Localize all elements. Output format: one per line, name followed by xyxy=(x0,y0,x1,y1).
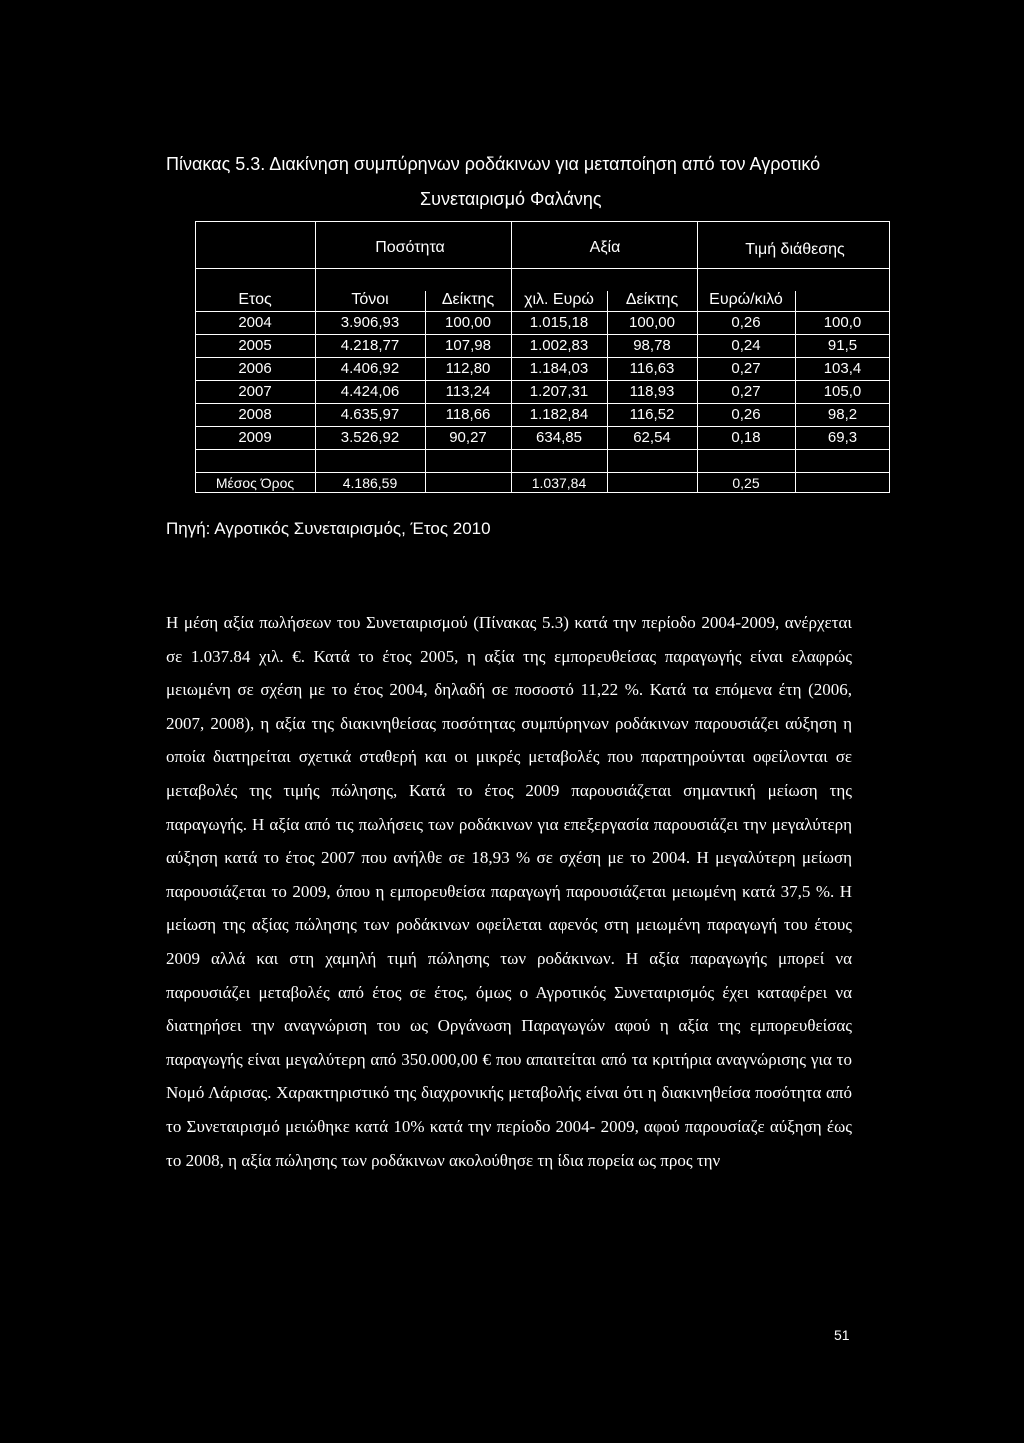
cell-qty-index: 112,80 xyxy=(445,360,491,377)
cell-price: 0,18 xyxy=(731,429,761,446)
body-paragraph-container xyxy=(166,606,852,1177)
header-separator xyxy=(195,268,890,269)
cell-price-index: 91,5 xyxy=(827,337,858,354)
group-header-quantity: Ποσότητα xyxy=(375,239,445,256)
cell-qty-index: 107,98 xyxy=(445,337,491,354)
col-separator xyxy=(315,221,316,493)
cell-price: 0,24 xyxy=(731,337,761,354)
cell-qty-index: 118,66 xyxy=(445,406,491,423)
cell-average-label: Μέσος Όρος xyxy=(215,475,295,491)
cell-price-index: 105,0 xyxy=(823,383,862,400)
col-separator xyxy=(697,221,698,493)
table-top-border xyxy=(195,221,890,222)
cell-average-value: 1.037,84 xyxy=(531,475,587,491)
cell-value-index: 98,78 xyxy=(633,337,671,354)
cell-tons: 3.526,92 xyxy=(340,429,400,446)
cell-qty-index: 100,00 xyxy=(445,314,491,331)
col-header-tons: Τόνοι xyxy=(351,291,389,308)
table-caption-line-2: Συνεταιρισμό Φαλάνης xyxy=(420,189,602,209)
cell-price: 0,27 xyxy=(731,360,761,377)
col-header-price: Ευρώ/κιλό xyxy=(709,291,783,308)
col-header-qty-index: Δείκτης xyxy=(441,291,495,308)
body-paragraph: Η μέση αξία πωλήσεων του Συνεταιρισμού (Πίνακας 5.3) κατά την περίοδο 2004-2009, ανέρχεται σε 1.037.84 χιλ. €. Κατά το έτος 2005, η αξία της εμπορευθείσας παραγωγής είναι ελαφρώς μειωμένη σε σχέση με το έτος 2004, δηλαδή σε ποσοστό 11,22 %. Κατά τα επόμενα έτη (2006, 2007, 2008), η αξία της διακινηθείσας ποσότητας συμπύρηνων ροδάκινων παρουσιάζει αύξηση η οποία διατηρείται σχετικά σταθερή και οι μικρές μεταβολές που παρατηρούνται οφείλονται σε μεταβολές της τιμής πώλησης, Κατά το έτος 2009 παρουσιάζεται σημαντική μείωση της παραγωγής. Η αξία από τις πωλήσεις των ροδάκινων για επεξεργασία παρουσιάζει την μεγαλύτερη αύξηση κατά το έτος 2007 που ανήλθε σε 18,93 % σε σχέση με το 2004. Η μεγαλύτερη μείωση παρουσιάζεται το 2009, όπου η εμπορευθείσα παραγωγή παρουσιάζεται μειωμένη κατά 37,5 %. Η μείωση της αξίας πώλησης των ροδάκινων οφείλεται αφενός στη μειωμένη παραγωγή του έτους 2009 αλλά και στη χαμηλή τιμή πώλησης των ροδάκινων. Η αξία παραγωγής μπορεί να παρουσιάζει μεταβολές από έτος σε έτος, όμως ο Αγροτικός Συνεταιρισμός έχει καταφέρει να διατηρήσει την αναγνώριση του ως Οργάνωση Παραγωγών αφού η αξία της εμπορευθείσας παραγωγής είναι μεγαλύτερη από 350.000,00 € που απαιτείται από τα κριτήρια αναγνώρισης για το Νομό Λάρισας. Χαρακτηριστικό της διαχρονικής μεταβολής είναι ότι η διακινηθείσα ποσότητα από το Συνεταιρισμό μειώθηκε κατά 10% κατά την περίοδο 2004- 2009, αφού παρουσίαζε αύξηση έως το 2008, η αξία πώλησης των ροδάκινων ακολούθησε τη ίδια πορεία ως προς την xyxy=(166,613,852,1170)
cell-value: 634,85 xyxy=(536,429,582,446)
cell-tons: 4.635,97 xyxy=(340,406,400,423)
data-table xyxy=(195,221,890,493)
group-header-price: Τιμή διάθεσης xyxy=(745,241,845,258)
cell-value: 1.182,84 xyxy=(529,406,589,423)
cell-price: 0,26 xyxy=(731,314,761,331)
cell-value-index: 116,63 xyxy=(629,360,675,377)
cell-average-price: 0,25 xyxy=(732,475,760,491)
row-separator xyxy=(195,403,890,404)
cell-tons: 4.406,92 xyxy=(340,360,400,377)
row-separator xyxy=(195,449,890,450)
row-separator xyxy=(195,357,890,358)
cell-value-index: 116,52 xyxy=(629,406,675,423)
row-separator xyxy=(195,472,890,473)
cell-price-index: 100,0 xyxy=(823,314,862,331)
cell-year: 2007 xyxy=(238,383,272,400)
cell-year: 2009 xyxy=(238,429,272,446)
cell-qty-index: 90,27 xyxy=(449,429,487,446)
col-separator xyxy=(511,221,512,493)
table-caption-line-1: Πίνακας 5.3. Διακίνηση συμπύρηνων ροδάκινων για μεταποίηση από τον Αγροτικό xyxy=(166,154,821,174)
row-separator xyxy=(195,426,890,427)
cell-value: 1.015,18 xyxy=(529,314,589,331)
cell-price: 0,27 xyxy=(731,383,761,400)
cell-value-index: 100,00 xyxy=(629,314,675,331)
table-bottom-border xyxy=(195,492,890,493)
cell-price-index: 98,2 xyxy=(827,406,858,423)
cell-price-index: 103,4 xyxy=(823,360,862,377)
cell-tons: 3.906,93 xyxy=(340,314,400,331)
col-header-value-keur: χιλ. Ευρώ xyxy=(524,291,594,308)
cell-value-index: 62,54 xyxy=(633,429,671,446)
col-header-year: Ετος xyxy=(238,291,272,308)
cell-price: 0,26 xyxy=(731,406,761,423)
cell-value: 1.207,31 xyxy=(529,383,589,400)
row-separator xyxy=(195,380,890,381)
cell-year: 2004 xyxy=(238,314,272,331)
page-number: 51 xyxy=(834,1327,850,1343)
row-separator xyxy=(195,311,890,312)
table-source: Πηγή: Αγροτικός Συνεταιρισμός, Έτος 2010 xyxy=(166,519,491,538)
cell-value: 1.184,03 xyxy=(529,360,589,377)
group-header-value: Αξία xyxy=(589,239,621,256)
row-separator xyxy=(195,334,890,335)
cell-price-index: 69,3 xyxy=(827,429,858,446)
col-header-value-index: Δείκτης xyxy=(625,291,679,308)
cell-year: 2008 xyxy=(238,406,272,423)
cell-tons: 4.424,06 xyxy=(340,383,400,400)
cell-tons: 4.218,77 xyxy=(340,337,400,354)
cell-value-index: 118,93 xyxy=(629,383,675,400)
cell-average-tons: 4.186,59 xyxy=(342,475,398,491)
cell-year: 2005 xyxy=(238,337,272,354)
cell-qty-index: 113,24 xyxy=(445,383,491,400)
cell-year: 2006 xyxy=(238,360,272,377)
cell-value: 1.002,83 xyxy=(529,337,589,354)
